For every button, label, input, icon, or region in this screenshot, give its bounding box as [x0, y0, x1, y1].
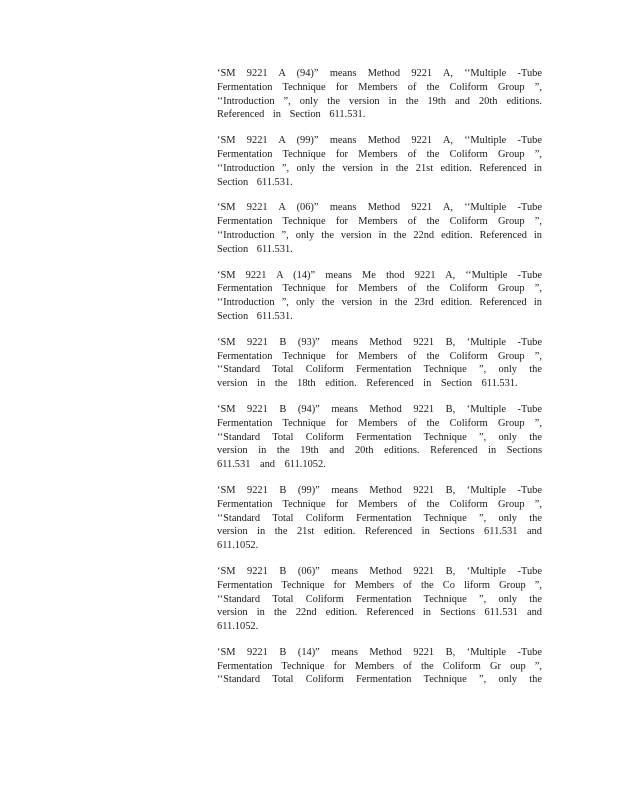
text-line: Fermentation Technique for Members of the Coliform Gr oup ”,: [217, 660, 542, 672]
text-line: Fermentation Technique for Members of the Coliform Group ”,: [217, 283, 542, 295]
text-line: ‘‘Standard Total Coliform Fermentation Technique ”, only the: [217, 674, 542, 686]
text-line: version in the 19th and 20th editions. Referenced in Sections: [217, 445, 542, 457]
text-line: Fermentation Technique for Members of the Coliform Group ”,: [217, 417, 542, 429]
text-line: version in the 18th edition. Referenced in Section 611.531.: [217, 378, 518, 390]
text-line: version in the 22nd edition. Referenced in Sections 611.531 and: [217, 607, 542, 619]
text-line: version in the 21st edition. Referenced in Sections 611.531 and: [217, 526, 542, 538]
text-line: ‘SM 9221 A (06)” means Method 9221 A, ‘‘Multiple -Tube: [217, 202, 542, 214]
text-line: Fermentation Technique for Members of the Coliform Group ”,: [217, 148, 542, 160]
text-line: ‘‘Standard Total Coliform Fermentation Technique ”, only the: [217, 593, 542, 605]
text-line: Fermentation Technique for Members of the Coliform Group ”,: [217, 498, 542, 510]
text-line: ‘SM 9221 B (94)” means Method 9221 B, ‘Multiple -Tube: [217, 403, 542, 415]
text-line: ‘‘Introduction ”, only the version in the 22nd edition. Referenced in: [217, 229, 542, 241]
text-line: ‘‘Introduction ”, only the version in the 19th and 20th editions.: [217, 95, 542, 107]
definition-paragraph: [217, 134, 542, 189]
text-line: ‘‘Standard Total Coliform Fermentation Technique ”, only the: [217, 512, 542, 524]
definition-paragraph: [217, 484, 542, 553]
text-line: ‘SM 9221 B (93)” means Method 9221 B, ‘Multiple -Tube: [217, 336, 542, 348]
text-column: [217, 67, 542, 699]
text-line: ‘SM 9221 B (06)” means Method 9221 B, ‘Multiple -Tube: [217, 565, 542, 577]
text-line: Fermentation Technique for Members of the Coliform Group ”,: [217, 350, 542, 362]
text-line: Referenced in Section 611.531.: [217, 109, 366, 121]
text-line: 611.531 and 611.1052.: [217, 459, 326, 471]
text-line: ‘SM 9221 A (99)” means Method 9221 A, ‘‘Multiple -Tube: [217, 135, 542, 147]
definition-paragraph: [217, 646, 542, 687]
text-line: ‘‘Standard Total Coliform Fermentation Technique ”, only the: [217, 364, 542, 376]
text-line: 611.1052.: [217, 621, 259, 633]
text-line: ‘SM 9221 B (14)” means Method 9221 B, ‘Multiple -Tube: [217, 646, 542, 658]
text-line: ‘‘Introduction ”, only the version in the 21st edition. Referenced in: [217, 162, 542, 174]
definition-paragraph: [217, 336, 542, 391]
text-line: ‘SM 9221 A (94)” means Method 9221 A, ‘‘Multiple -Tube: [217, 68, 542, 79]
text-line: Section 611.531.: [217, 310, 293, 322]
text-line: ‘SM 9221 A (14)” means Me thod 9221 A, ‘‘Multiple -Tube: [217, 269, 542, 281]
text-line: ‘‘Standard Total Coliform Fermentation Technique ”, only the: [217, 431, 542, 443]
text-line: Section 611.531.: [217, 176, 293, 188]
text-line: Fermentation Technique for Members of the Coliform Group ”,: [217, 81, 542, 93]
text-line: ‘SM 9221 B (99)” means Method 9221 B, ‘Multiple -Tube: [217, 484, 542, 496]
definition-paragraph: [217, 565, 542, 634]
text-line: Fermentation Technique for Members of the Co liform Group ”,: [217, 579, 542, 591]
text-line: 611.1052.: [217, 540, 259, 552]
definition-paragraph: [217, 269, 542, 324]
definition-paragraph: [217, 201, 542, 256]
text-line: Fermentation Technique for Members of the Coliform Group ”,: [217, 216, 542, 228]
definition-paragraph: [217, 403, 542, 472]
text-line: ‘‘Introduction ”, only the version in the 23rd edition. Referenced in: [217, 297, 542, 309]
text-line: Section 611.531.: [217, 243, 293, 255]
definition-paragraph: [217, 67, 542, 122]
